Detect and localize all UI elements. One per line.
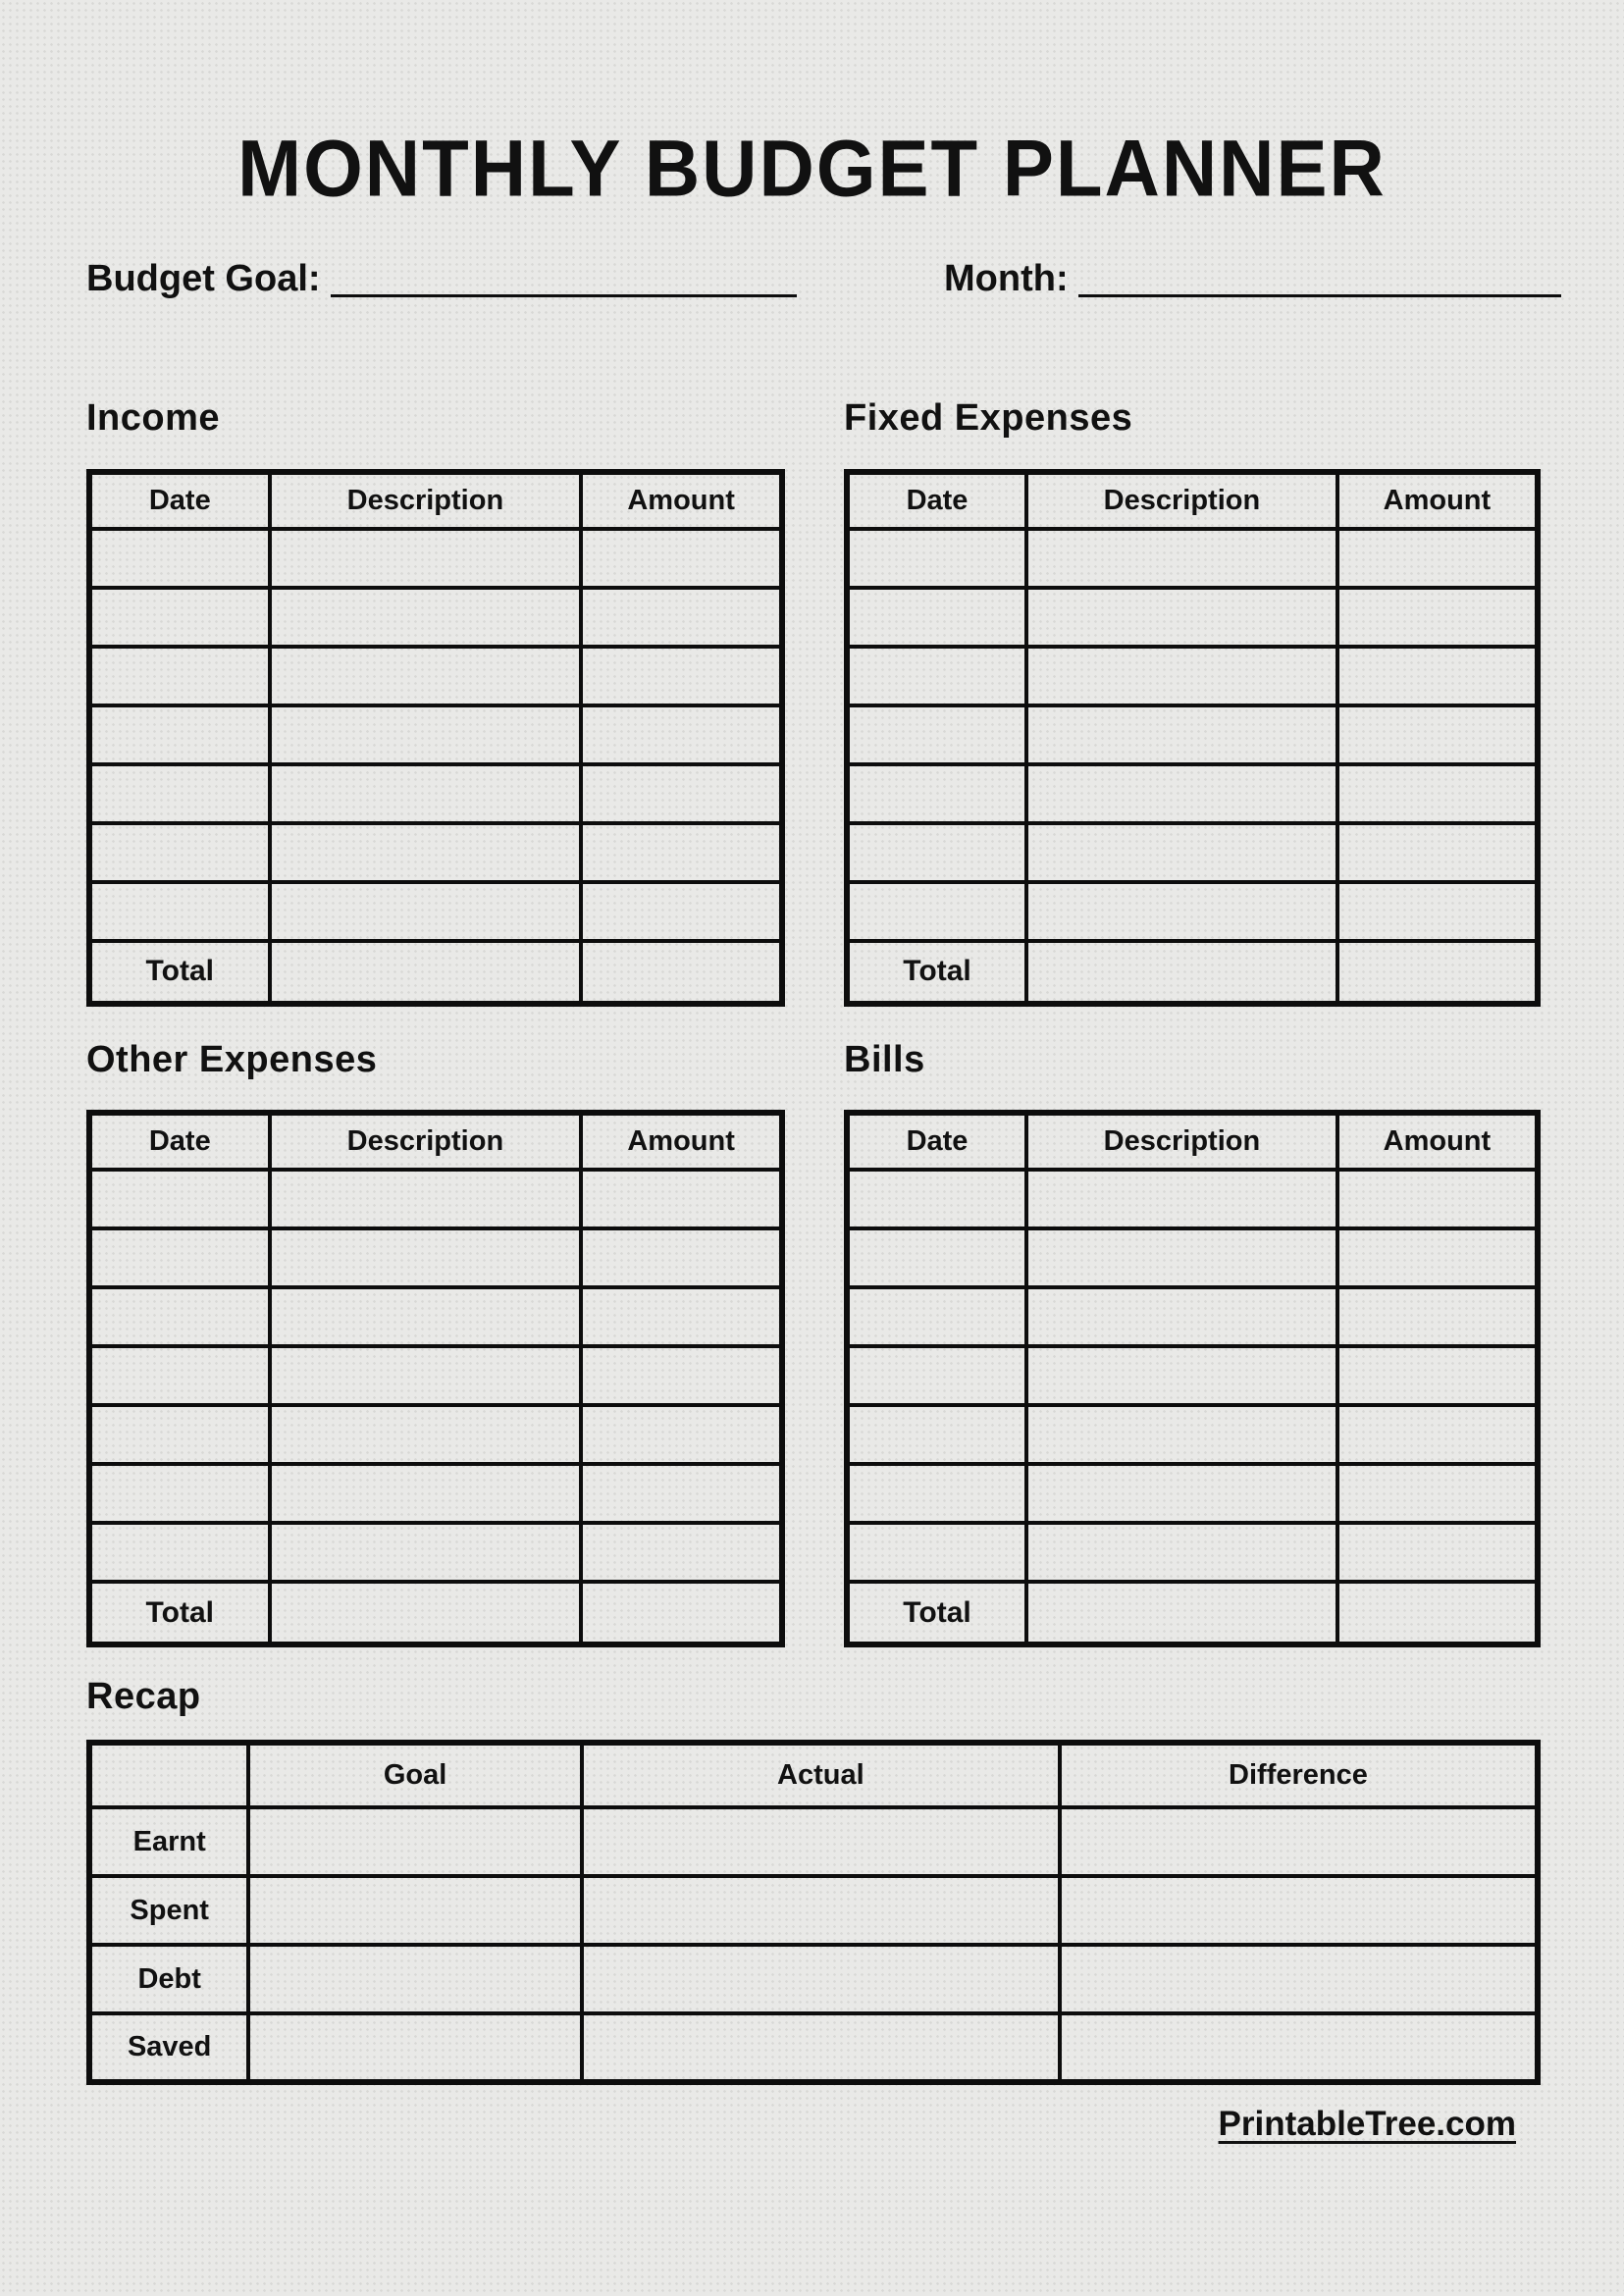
fixed-expenses-empty-row	[847, 647, 1538, 705]
empty-actual-cell	[582, 1807, 1060, 1876]
empty-amount-cell	[581, 588, 782, 647]
fixed-expenses-empty-row	[847, 764, 1538, 823]
bills-column-header-amount: Amount	[1337, 1113, 1538, 1170]
income-column-header-description: Description	[270, 472, 582, 529]
empty-date-cell	[847, 1405, 1026, 1464]
recap-label-earnt: Earnt	[89, 1807, 248, 1876]
empty-date-cell	[89, 705, 270, 764]
empty-date-cell	[89, 882, 270, 941]
other-expenses-empty-row	[89, 1170, 782, 1228]
fixed-expenses-empty-row	[847, 823, 1538, 882]
income-table	[86, 469, 785, 1007]
other-expenses-heading: Other Expenses	[86, 1038, 378, 1080]
budget-goal-field	[86, 259, 797, 300]
recap-row-spent	[89, 1876, 1538, 1945]
bills-empty-row	[847, 1287, 1538, 1346]
other-expenses-column-header-amount: Amount	[581, 1113, 782, 1170]
empty-date-cell	[847, 529, 1026, 588]
fixed-expenses-total-description-cell	[1026, 941, 1337, 1004]
bills-header-row	[847, 1113, 1538, 1170]
empty-amount-cell	[1337, 1523, 1538, 1582]
empty-description-cell	[270, 1346, 582, 1405]
empty-amount-cell	[581, 529, 782, 588]
empty-amount-cell	[581, 1523, 782, 1582]
empty-description-cell	[1026, 647, 1337, 705]
empty-goal-cell	[248, 1876, 581, 1945]
recap-label-spent: Spent	[89, 1876, 248, 1945]
empty-description-cell	[270, 1523, 582, 1582]
empty-actual-cell	[582, 1945, 1060, 2013]
income-total-description-cell	[270, 941, 582, 1004]
empty-description-cell	[1026, 529, 1337, 588]
page-title: MONTHLY BUDGET PLANNER	[237, 122, 1387, 214]
fixed-expenses-total-amount-cell	[1337, 941, 1538, 1004]
fixed-expenses-empty-row	[847, 588, 1538, 647]
empty-difference-cell	[1060, 1876, 1538, 1945]
other-expenses-total-label: Total	[89, 1582, 270, 1644]
bills-total-amount-cell	[1337, 1582, 1538, 1644]
empty-amount-cell	[581, 823, 782, 882]
income-header-row	[89, 472, 782, 529]
bills-column-header-description: Description	[1026, 1113, 1337, 1170]
empty-amount-cell	[581, 1287, 782, 1346]
other-expenses-empty-row	[89, 1346, 782, 1405]
bills-empty-row	[847, 1405, 1538, 1464]
empty-date-cell	[89, 647, 270, 705]
empty-goal-cell	[248, 1807, 581, 1876]
income-column-header-date: Date	[89, 472, 270, 529]
empty-date-cell	[89, 1228, 270, 1287]
empty-amount-cell	[1337, 1464, 1538, 1523]
empty-date-cell	[847, 1464, 1026, 1523]
recap-label-saved: Saved	[89, 2013, 248, 2082]
fixed-expenses-empty-row	[847, 882, 1538, 941]
empty-date-cell	[89, 588, 270, 647]
printabletree-link[interactable]: PrintableTree.com	[1218, 2105, 1516, 2144]
bills-total-description-cell	[1026, 1582, 1337, 1644]
empty-description-cell	[270, 823, 582, 882]
empty-difference-cell	[1060, 1807, 1538, 1876]
empty-amount-cell	[1337, 1170, 1538, 1228]
recap-section	[86, 1677, 1541, 2085]
bills-empty-row	[847, 1228, 1538, 1287]
empty-date-cell	[847, 1346, 1026, 1405]
income-column-header-amount: Amount	[581, 472, 782, 529]
income-heading: Income	[86, 396, 221, 439]
empty-amount-cell	[1337, 647, 1538, 705]
other-expenses-empty-row	[89, 1464, 782, 1523]
bills-heading: Bills	[844, 1038, 925, 1080]
empty-description-cell	[1026, 882, 1337, 941]
bills-total-label: Total	[847, 1582, 1026, 1644]
empty-amount-cell	[1337, 1228, 1538, 1287]
empty-description-cell	[1026, 823, 1337, 882]
goal-month-row	[86, 259, 1561, 300]
bills-empty-row	[847, 1523, 1538, 1582]
month-field	[944, 259, 1561, 300]
empty-amount-cell	[1337, 1405, 1538, 1464]
empty-description-cell	[1026, 1170, 1337, 1228]
empty-date-cell	[847, 588, 1026, 647]
other-expenses-empty-row	[89, 1228, 782, 1287]
other-expenses-header-row	[89, 1113, 782, 1170]
empty-date-cell	[847, 823, 1026, 882]
empty-goal-cell	[248, 2013, 581, 2082]
fixed-expenses-column-header-amount: Amount	[1337, 472, 1538, 529]
budget-goal-write-in-line	[331, 268, 797, 297]
empty-date-cell	[89, 1405, 270, 1464]
recap-header-row	[89, 1743, 1538, 1807]
empty-amount-cell	[1337, 823, 1538, 882]
empty-date-cell	[89, 1464, 270, 1523]
fixed-expenses-heading: Fixed Expenses	[844, 396, 1133, 439]
empty-description-cell	[1026, 1405, 1337, 1464]
recap-row-debt	[89, 1945, 1538, 2013]
bills-empty-row	[847, 1464, 1538, 1523]
other-expenses-total-amount-cell	[581, 1582, 782, 1644]
empty-amount-cell	[1337, 705, 1538, 764]
empty-description-cell	[1026, 1287, 1337, 1346]
empty-date-cell	[89, 529, 270, 588]
empty-date-cell	[89, 823, 270, 882]
empty-amount-cell	[1337, 1287, 1538, 1346]
empty-date-cell	[89, 764, 270, 823]
budget-goal-label: Budget Goal:	[86, 258, 321, 299]
income-total-row	[89, 941, 782, 1004]
month-label: Month:	[944, 258, 1069, 299]
bills-column-header-date: Date	[847, 1113, 1026, 1170]
income-empty-row	[89, 823, 782, 882]
recap-heading: Recap	[86, 1676, 201, 1718]
empty-amount-cell	[581, 882, 782, 941]
fixed-expenses-empty-row	[847, 705, 1538, 764]
empty-amount-cell	[1337, 1346, 1538, 1405]
empty-description-cell	[1026, 588, 1337, 647]
empty-amount-cell	[581, 705, 782, 764]
footer	[0, 2105, 1624, 2144]
recap-table	[86, 1740, 1541, 2085]
empty-amount-cell	[581, 1405, 782, 1464]
income-total-label: Total	[89, 941, 270, 1004]
empty-description-cell	[270, 588, 582, 647]
empty-date-cell	[847, 1523, 1026, 1582]
empty-goal-cell	[248, 1945, 581, 2013]
empty-date-cell	[89, 1287, 270, 1346]
recap-label-debt: Debt	[89, 1945, 248, 2013]
empty-description-cell	[270, 1228, 582, 1287]
bills-total-row	[847, 1582, 1538, 1644]
empty-description-cell	[270, 1405, 582, 1464]
empty-date-cell	[847, 705, 1026, 764]
empty-amount-cell	[1337, 764, 1538, 823]
empty-description-cell	[270, 1464, 582, 1523]
empty-description-cell	[270, 647, 582, 705]
fixed-expenses-section	[844, 398, 1541, 1007]
empty-description-cell	[1026, 764, 1337, 823]
empty-description-cell	[270, 764, 582, 823]
income-section	[86, 398, 785, 1007]
empty-actual-cell	[582, 2013, 1060, 2082]
empty-date-cell	[89, 1523, 270, 1582]
other-expenses-column-header-description: Description	[270, 1113, 582, 1170]
bills-empty-row	[847, 1170, 1538, 1228]
other-expenses-total-description-cell	[270, 1582, 582, 1644]
empty-description-cell	[270, 529, 582, 588]
empty-date-cell	[89, 1346, 270, 1405]
recap-row-earnt	[89, 1807, 1538, 1876]
fixed-expenses-total-label: Total	[847, 941, 1026, 1004]
bills-table	[844, 1110, 1541, 1647]
budget-tables-grid	[86, 398, 1541, 1648]
income-empty-row	[89, 705, 782, 764]
empty-date-cell	[847, 1228, 1026, 1287]
recap-column-header-actual: Actual	[582, 1743, 1060, 1807]
other-expenses-total-row	[89, 1582, 782, 1644]
empty-description-cell	[270, 1287, 582, 1346]
bills-section	[844, 1040, 1541, 1648]
empty-amount-cell	[1337, 588, 1538, 647]
fixed-expenses-column-header-date: Date	[847, 472, 1026, 529]
fixed-expenses-header-row	[847, 472, 1538, 529]
recap-column-header-difference: Difference	[1060, 1743, 1538, 1807]
fixed-expenses-total-row	[847, 941, 1538, 1004]
empty-description-cell	[270, 882, 582, 941]
income-empty-row	[89, 529, 782, 588]
other-expenses-empty-row	[89, 1287, 782, 1346]
empty-date-cell	[847, 764, 1026, 823]
empty-amount-cell	[581, 764, 782, 823]
fixed-expenses-empty-row	[847, 529, 1538, 588]
income-total-amount-cell	[581, 941, 782, 1004]
income-empty-row	[89, 647, 782, 705]
empty-date-cell	[89, 1170, 270, 1228]
other-expenses-empty-row	[89, 1405, 782, 1464]
empty-amount-cell	[581, 1170, 782, 1228]
fixed-expenses-column-header-description: Description	[1026, 472, 1337, 529]
recap-column-header-blank	[89, 1743, 248, 1807]
empty-description-cell	[1026, 1523, 1337, 1582]
other-expenses-table	[86, 1110, 785, 1647]
empty-amount-cell	[581, 1464, 782, 1523]
empty-difference-cell	[1060, 1945, 1538, 2013]
other-expenses-empty-row	[89, 1523, 782, 1582]
other-expenses-column-header-date: Date	[89, 1113, 270, 1170]
empty-description-cell	[1026, 705, 1337, 764]
recap-row-saved	[89, 2013, 1538, 2082]
month-write-in-line	[1078, 268, 1561, 297]
empty-amount-cell	[581, 1346, 782, 1405]
empty-difference-cell	[1060, 2013, 1538, 2082]
empty-amount-cell	[1337, 882, 1538, 941]
bills-empty-row	[847, 1346, 1538, 1405]
empty-amount-cell	[581, 1228, 782, 1287]
empty-actual-cell	[582, 1876, 1060, 1945]
empty-date-cell	[847, 882, 1026, 941]
empty-description-cell	[270, 705, 582, 764]
fixed-expenses-table	[844, 469, 1541, 1007]
empty-description-cell	[1026, 1464, 1337, 1523]
empty-description-cell	[1026, 1346, 1337, 1405]
empty-date-cell	[847, 647, 1026, 705]
empty-amount-cell	[581, 647, 782, 705]
income-empty-row	[89, 882, 782, 941]
empty-description-cell	[270, 1170, 582, 1228]
other-expenses-section	[86, 1040, 785, 1648]
empty-date-cell	[847, 1287, 1026, 1346]
recap-column-header-goal: Goal	[248, 1743, 581, 1807]
income-empty-row	[89, 764, 782, 823]
empty-description-cell	[1026, 1228, 1337, 1287]
income-empty-row	[89, 588, 782, 647]
empty-date-cell	[847, 1170, 1026, 1228]
empty-amount-cell	[1337, 529, 1538, 588]
